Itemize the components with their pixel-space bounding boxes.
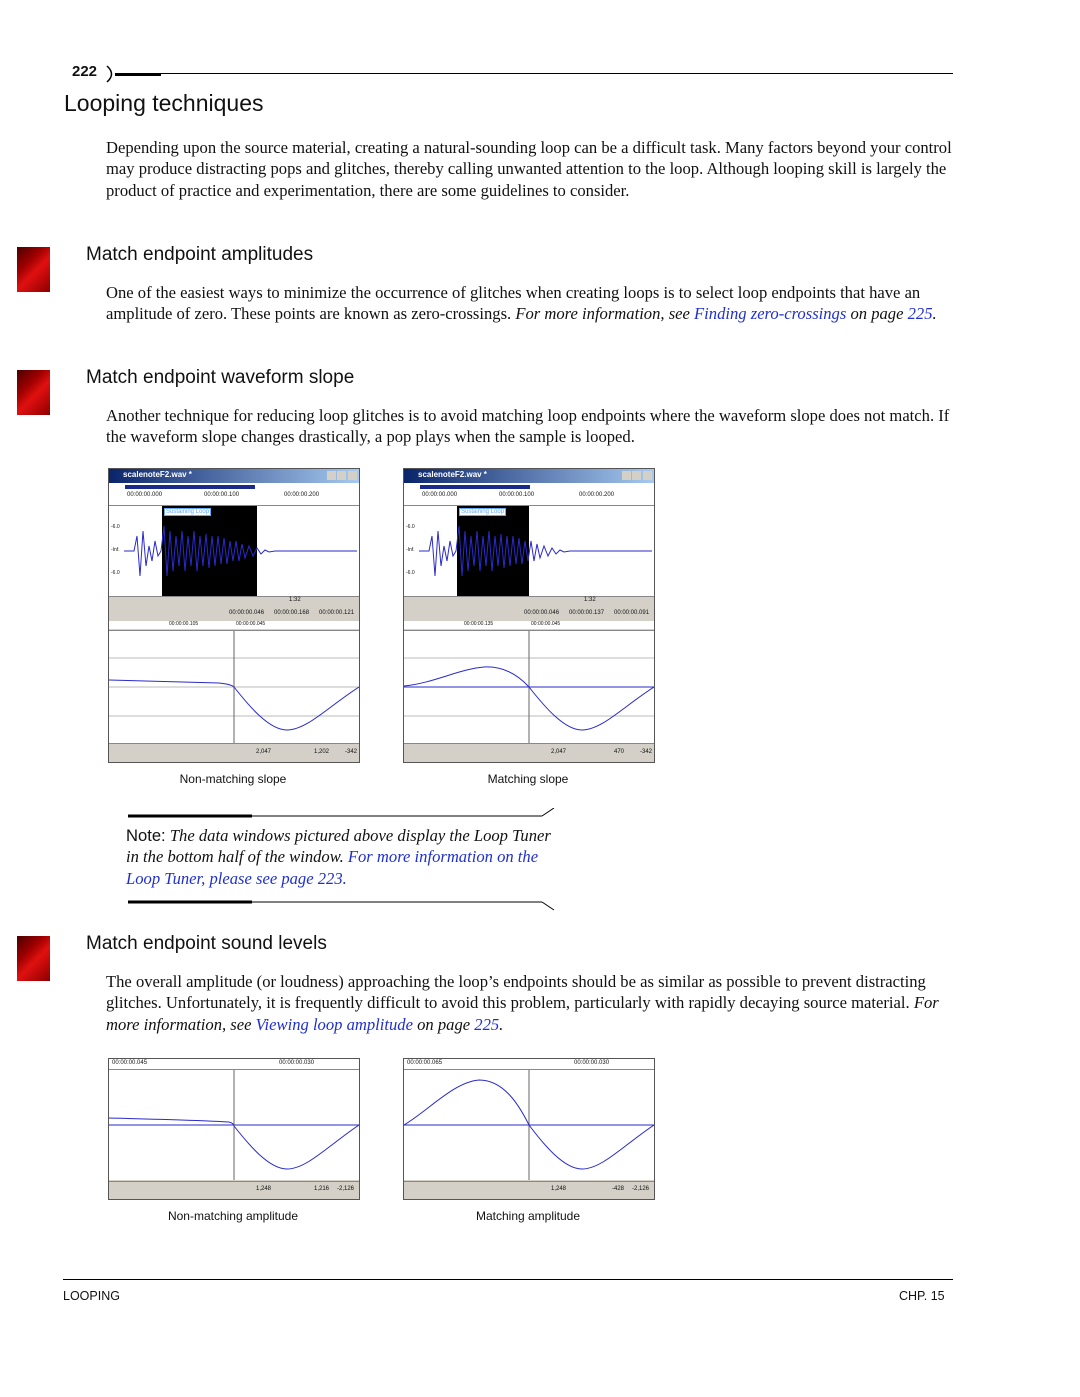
tuner-ruler-label: 00:00:00.030 [574,1060,610,1066]
levels-paragraph [106,971,956,1035]
status-bar [404,1181,654,1200]
waveform-view [404,506,654,596]
screenshot-matching-amplitude [403,1058,655,1200]
status-bar [109,743,359,763]
window-title: scalenoteF2.wav * [418,470,487,479]
close-icon [348,471,357,480]
status-value: 1,216 [314,1186,330,1192]
tuner-ruler-label: 00:00:00.045 [531,621,561,627]
amplitudes-ref-mid: on page [846,304,908,324]
waveform-plot [109,506,359,596]
loop-tuner-view [404,1070,654,1180]
amplitudes-body: One of the easiest ways to minimize the occurrence of glitches when creating loops is to select loop endpoints that have an amplitude of zero. These points are known as zero-crossings. [106,283,921,324]
ruler-label: 00:00:00.200 [579,492,615,498]
tuner-ruler-label: 00:00:00.135 [464,621,494,627]
levels-body: The overall amplitude (or loudness) approaching the loop’s endpoints should be as similar as possible to prevent distracting glitches. Unfortunately, it is frequently difficult to avoid this problem, particularly with rapidly decaying source material. [106,972,926,1013]
time-readout: 00:00:00.046 [524,610,560,616]
minimize-icon [622,471,631,480]
section-tab-marker [17,370,50,415]
maximize-icon [632,471,641,480]
screenshot-nonmatching-slope [108,468,360,763]
tuner-ruler-label: 00:00:00.045 [236,621,266,627]
footer-rule [63,1279,953,1280]
amplitudes-ref-prefix: For more information, see [515,304,695,324]
loop-tuner-plot [404,1070,654,1180]
header-rule [130,73,953,74]
footer-chapter-number: CHP. 15 [899,1289,945,1303]
ruler-label: 00:00:00.100 [499,492,535,498]
footer-chapter-name: LOOPING [63,1289,120,1303]
status-value: -342 [345,749,358,755]
note-paragraph [126,825,556,889]
transport-bar [404,607,654,621]
db-label: -6.0 [406,570,415,576]
section-heading-slope: Match endpoint waveform slope [86,367,355,388]
status-value: -342 [640,749,653,755]
tuner-ruler [404,621,654,629]
loop-tuner-view [109,630,359,743]
status-value: 2,047 [256,749,272,755]
status-value: -2,126 [632,1186,650,1192]
section-tab-marker [17,247,50,292]
page-title: Looping techniques [64,90,264,116]
waveform-plot [404,506,654,596]
levels-ref-mid: on page [412,1014,475,1034]
link-viewing-loop-amplitude[interactable]: Viewing loop amplitude [255,1014,413,1034]
section-tab-marker [17,936,50,981]
tuner-ruler [404,1059,654,1070]
time-readout: 00:00:00.137 [569,610,605,616]
transport-bar [109,607,359,621]
db-label: -Inf. [406,547,415,553]
db-label: -6.0 [111,570,120,576]
link-loop-tuner[interactable]: For more information on the Loop Tuner, please see page 223 [126,847,539,888]
figure-caption: Non-matching amplitude [167,1209,299,1223]
tuner-ruler [109,1059,359,1070]
tuner-ruler-label: 00:00:00.045 [112,1060,148,1066]
window-titlebar [109,469,359,483]
screenshot-nonmatching-amplitude [108,1058,360,1200]
note-suffix: . [342,868,347,888]
status-value: 1,248 [551,1186,567,1192]
figure-caption: Matching slope [487,772,569,786]
loop-tuner-view [109,1070,359,1180]
page-number: 222 [72,63,98,80]
status-value: -428 [612,1186,625,1192]
tuner-ruler-label: 00:00:00.065 [407,1060,443,1066]
window-title: scalenoteF2.wav * [123,470,192,479]
link-page-225[interactable]: 225 [907,304,933,324]
link-finding-zero-crossings[interactable]: Finding zero-crossings [694,304,847,324]
levels-ref-suffix: . [499,1014,504,1034]
waveform-view [109,506,359,596]
time-ruler [404,483,654,506]
amplitudes-paragraph [106,282,956,325]
slope-paragraph: Another technique for reducing loop glitches is to avoid matching loop endpoints where the waveform slope does not match. If the waveform slope changes drastically, a pop plays when the sample is looped. [106,406,950,447]
screenshot-matching-slope [403,468,655,763]
db-label: -6.0 [111,524,120,530]
note-label: Note: [126,826,166,845]
status-bar [109,1181,359,1200]
tuner-ruler-label: 00:00:00.105 [169,621,199,627]
window-titlebar [404,469,654,483]
region-label: Sustaining Loop [166,509,210,515]
status-value: 1,248 [256,1186,272,1192]
figure-caption: Matching amplitude [475,1209,581,1223]
time-readout: 00:00:00.168 [274,610,310,616]
section-heading-amplitudes: Match endpoint amplitudes [86,244,314,265]
ruler-label: 00:00:00.200 [284,492,320,498]
loop-tuner-plot [109,1070,359,1180]
status-value: 470 [614,749,625,755]
overview-bar [420,485,530,489]
overview-bar [125,485,255,489]
levels-ref-prefix: For more information, see [106,993,939,1034]
maximize-icon [337,471,346,480]
region-label: Sustaining Loop [461,509,505,515]
amplitudes-ref-suffix: . [932,304,937,324]
scroll-zoom-bar [109,596,359,607]
close-icon [643,471,652,480]
time-readout: 00:00:00.091 [614,610,650,616]
note-body: The data windows pictured above display the Loop Tuner in the bottom half of the window. [126,826,551,867]
minimize-icon [327,471,336,480]
ruler-label: 00:00:00.000 [422,492,458,498]
tuner-ruler [109,621,359,629]
ruler-label: 00:00:00.000 [127,492,163,498]
db-label: -6.0 [406,524,415,530]
zoom-level: 1:32 [584,597,596,603]
link-page-225[interactable]: 225 [474,1014,500,1034]
ruler-label: 00:00:00.100 [204,492,240,498]
time-ruler [109,483,359,506]
status-value: 2,047 [551,749,567,755]
section-heading-levels: Match endpoint sound levels [86,933,327,954]
status-value: 1,202 [314,749,330,755]
loop-tuner-view [404,630,654,743]
scroll-zoom-bar [404,596,654,607]
status-value: -2,126 [337,1186,355,1192]
tuner-ruler-label: 00:00:00.030 [279,1060,315,1066]
loop-tuner-plot [404,631,654,743]
status-bar [404,743,654,763]
figure-caption: Non-matching slope [179,772,287,786]
loop-tuner-plot [109,631,359,743]
intro-paragraph: Depending upon the source material, creating a natural-sounding loop can be a difficult task. Many factors beyond your control may produce distracting pops and glitches, thereby calling unwanted attention to the loop. Although looping skill is largely the product of practice and experimentation, there are some guidelines to consider. [106,138,952,200]
time-readout: 00:00:00.046 [229,610,265,616]
time-readout: 00:00:00.121 [319,610,355,616]
db-label: -Inf. [111,547,120,553]
zoom-level: 1:32 [289,597,301,603]
